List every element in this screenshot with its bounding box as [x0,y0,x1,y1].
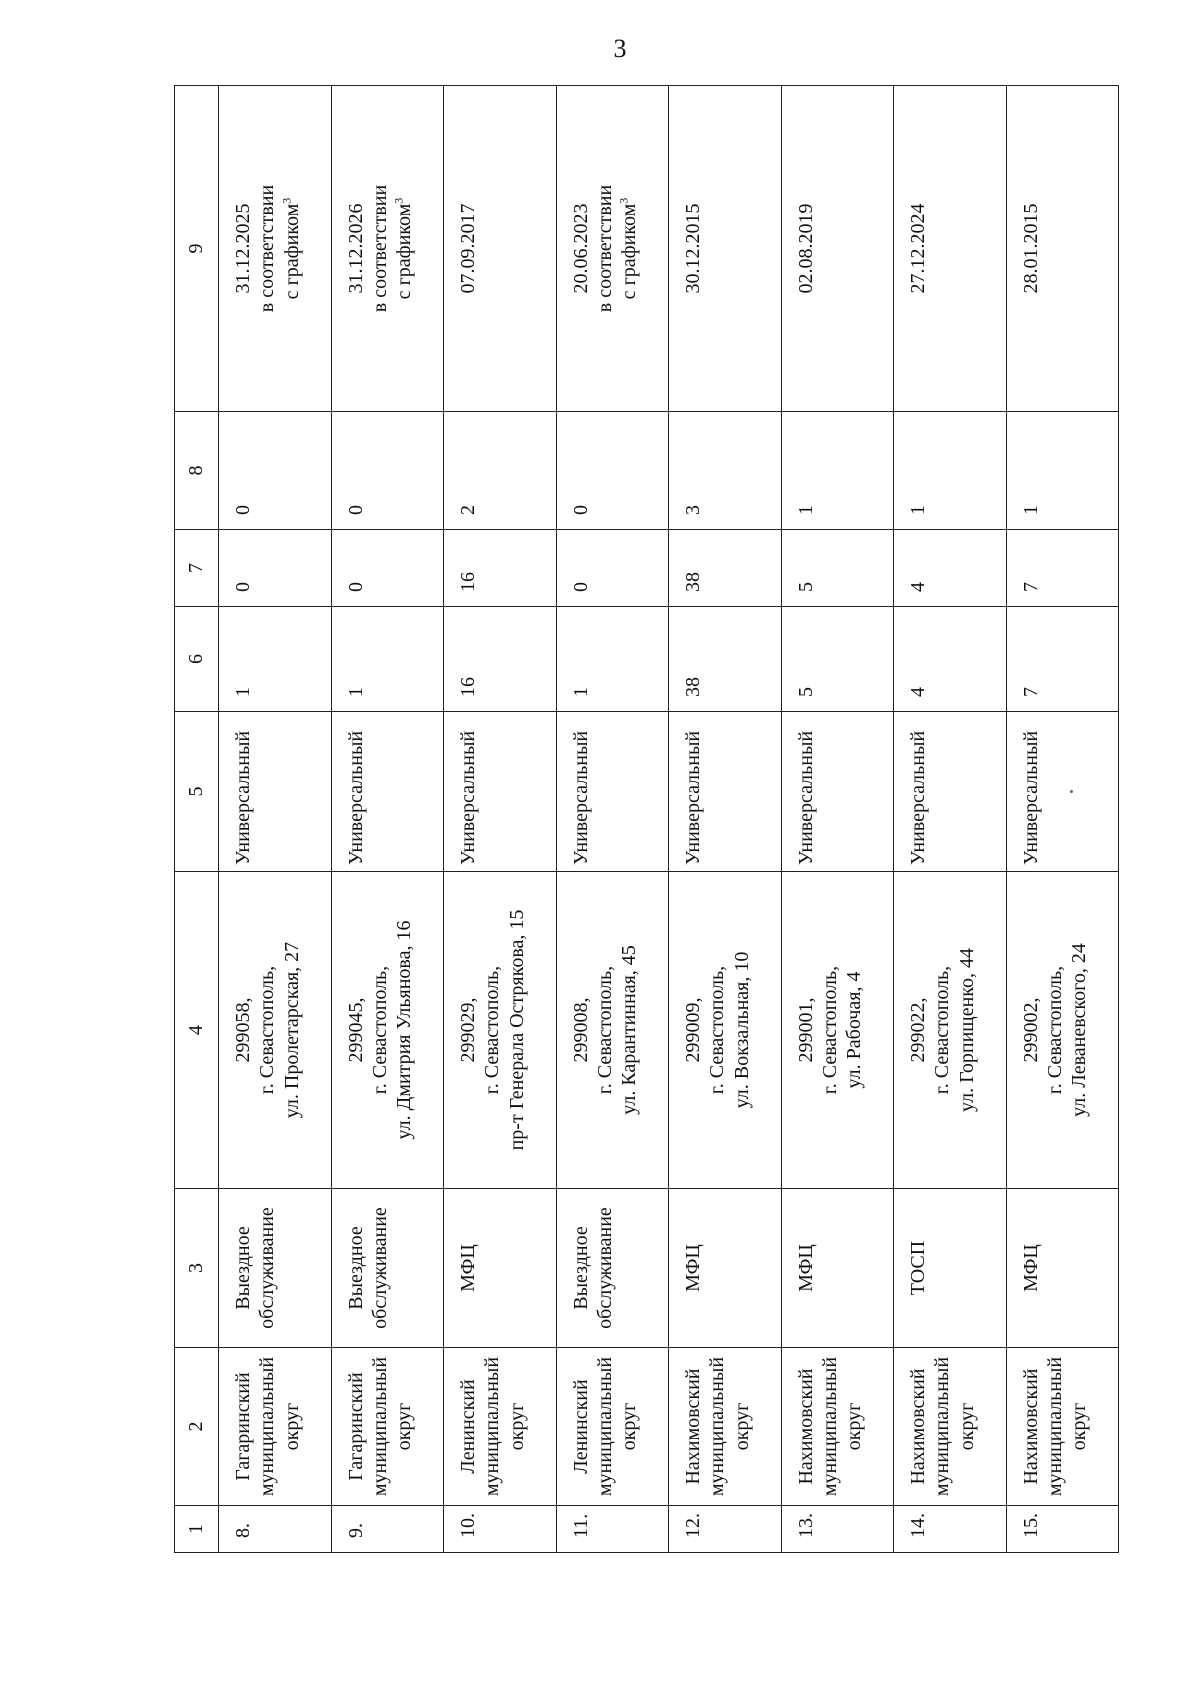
address-line: г. Севастополь, [256,965,279,1095]
deadline-text: 27.12.2024 [907,203,929,294]
column-number: 1 [175,1506,219,1553]
district-line: округ [393,1402,416,1451]
table-row [669,86,782,1553]
column-8-cell: 3 [669,412,782,530]
district-line: округ [843,1402,866,1451]
service-type-cell [1006,1189,1119,1348]
deadline-text: 31.12.2025 [232,203,254,294]
table-body [175,86,1119,1553]
district-line: муниципальный [706,1356,729,1497]
footnote-marker: 3 [279,197,294,204]
format-cell: Универсальный [556,712,669,872]
deadline-line [231,86,255,411]
address-line: г. Севастополь, [931,965,954,1095]
deadline-line [681,86,705,411]
type-line: обслуживание [256,1207,279,1329]
address-line: г. Севастополь, [593,965,616,1095]
row-number-cell: 11. [556,1506,669,1553]
scan-speck [1070,790,1073,793]
district-cell [669,1348,782,1506]
address-line: ул. Дмитрия Ульянова, 16 [393,920,416,1140]
type-line: Выездное [232,1226,254,1310]
deadline-line [344,86,368,411]
district-line: Гагаринский [344,1372,367,1481]
footnote-marker: 3 [391,197,406,204]
deadline-line [255,86,279,411]
table-row [331,86,444,1553]
address-line: г. Севастополь, [368,965,391,1095]
service-type-cell [781,1189,894,1348]
address-cell [781,872,894,1189]
page-number: 3 [613,34,627,63]
service-type-cell [219,1189,332,1348]
deadline-text: 02.08.2019 [794,203,817,294]
address-line: г. Севастополь, [1043,965,1066,1095]
table-row [781,86,894,1553]
district-line: Нахимовский [1019,1368,1042,1485]
deadline-line [1019,86,1043,411]
district-line: Ленинский [457,1379,479,1474]
deadline-cell [219,86,332,412]
address-line: ул. Леваневского, 24 [1068,943,1091,1117]
district-cell [556,1348,669,1506]
column-8-cell: 1 [781,412,894,530]
address-line: 299022, [907,997,929,1063]
row-number-cell: 9. [331,1506,444,1553]
deadline-line [593,86,617,411]
column-number-row [175,86,219,1553]
district-line: округ [1068,1402,1091,1451]
deadline-cell [669,86,782,412]
district-line: муниципальный [593,1356,616,1497]
column-7-cell: 5 [781,530,894,607]
column-7-cell: 4 [894,530,1007,607]
address-line: 299045, [344,997,367,1063]
district-line: округ [280,1402,303,1451]
deadline-line [906,86,930,411]
column-6-cell: 4 [894,607,1007,712]
column-number: 4 [175,872,219,1189]
district-cell [331,1348,444,1506]
address-line: 299002, [1019,997,1042,1063]
format-cell: Универсальный [331,712,444,872]
deadline-cell [331,86,444,412]
table-row [219,86,332,1553]
deadline-line [794,86,818,411]
type-line: Выездное [344,1226,367,1310]
footnote-marker: 3 [616,197,631,204]
district-line: Ленинский [569,1379,592,1474]
address-cell [894,872,1007,1189]
column-8-cell: 0 [219,412,332,530]
table-row [444,86,557,1553]
deadline-text: в соответствии [593,184,616,313]
row-number-cell: 13. [781,1506,894,1553]
deadline-text: с графиком [618,203,641,300]
column-6-cell: 1 [556,607,669,712]
address-cell [331,872,444,1189]
deadline-cell [894,86,1007,412]
row-number-cell: 12. [669,1506,782,1553]
column-6-cell: 16 [444,607,557,712]
column-8-cell: 0 [331,412,444,530]
service-type-cell [556,1189,669,1348]
address-cell [1006,872,1119,1189]
deadline-cell [556,86,669,412]
type-line: Выездное [569,1226,592,1310]
column-6-cell: 5 [781,607,894,712]
column-7-cell: 0 [219,530,332,607]
district-line: муниципальный [818,1356,841,1497]
address-line: ул. Карантинная, 45 [618,945,641,1115]
column-number: 6 [175,607,219,712]
deadline-cell [444,86,557,412]
address-line: 299029, [457,997,479,1063]
column-7-cell: 16 [444,530,557,607]
column-number: 9 [175,86,219,412]
column-7-cell: 38 [669,530,782,607]
deadline-text: 30.12.2015 [682,203,704,294]
address-line: г. Севастополь, [706,965,729,1095]
column-number: 2 [175,1348,219,1506]
district-line: округ [505,1402,528,1451]
type-line: МФЦ [1019,1244,1042,1292]
column-8-cell: 1 [1006,412,1119,530]
deadline-line [569,86,593,411]
type-line: МФЦ [682,1244,704,1292]
service-points-table [174,85,1119,1553]
district-line: Нахимовский [682,1368,704,1485]
deadline-text: в соответствии [368,184,391,313]
address-line: г. Севастополь, [818,965,841,1095]
district-line: муниципальный [256,1356,279,1497]
deadline-cell [1006,86,1119,412]
district-line: муниципальный [931,1356,954,1497]
column-7-cell: 7 [1006,530,1119,607]
column-number: 3 [175,1189,219,1348]
district-line: Нахимовский [907,1368,929,1485]
district-line: Нахимовский [794,1368,817,1485]
district-line: муниципальный [481,1356,504,1497]
type-line: обслуживание [368,1207,391,1329]
type-line: МФЦ [457,1244,479,1292]
column-8-cell: 0 [556,412,669,530]
address-line: 299009, [682,997,704,1063]
deadline-cell [781,86,894,412]
district-cell [894,1348,1007,1506]
column-number: 7 [175,530,219,607]
district-cell [781,1348,894,1506]
format-cell: Универсальный [894,712,1007,872]
address-line: ул. Горпищенко, 44 [955,948,978,1112]
deadline-line [392,86,416,411]
deadline-line [456,86,480,411]
deadline-line [617,86,641,411]
deadline-text: 07.09.2017 [457,203,479,294]
service-type-cell [331,1189,444,1348]
address-line: г. Севастополь, [481,965,504,1095]
format-cell: Универсальный [444,712,557,872]
deadline-line [368,86,392,411]
service-type-cell [669,1189,782,1348]
deadline-text: с графиком [393,203,416,300]
deadline-line [280,86,304,411]
address-line: 299058, [232,997,254,1063]
column-6-cell: 1 [331,607,444,712]
type-line: ТОСП [907,1240,929,1296]
address-cell [556,872,669,1189]
format-cell: Универсальный [781,712,894,872]
column-6-cell: 7 [1006,607,1119,712]
district-cell [219,1348,332,1506]
service-type-cell [444,1189,557,1348]
district-line: Гагаринский [232,1372,254,1481]
address-line: 299008, [569,997,592,1063]
address-line: пр-т Генерала Острякова, 15 [505,909,528,1151]
address-line: 299001, [794,997,817,1063]
address-cell [444,872,557,1189]
column-7-cell: 0 [331,530,444,607]
address-cell [219,872,332,1189]
format-cell: Универсальный [669,712,782,872]
format-cell: Универсальный [219,712,332,872]
column-6-cell: 1 [219,607,332,712]
district-cell [444,1348,557,1506]
deadline-text: 31.12.2026 [344,203,367,294]
district-line: муниципальный [1043,1356,1066,1497]
table-container [174,86,1118,1553]
deadline-text: 28.01.2015 [1019,203,1042,294]
district-cell [1006,1348,1119,1506]
district-line: муниципальный [368,1356,391,1497]
table-row [1006,86,1119,1553]
deadline-text: 20.06.2023 [569,203,592,294]
district-line: округ [618,1402,641,1451]
row-number-cell: 10. [444,1506,557,1553]
table-row [556,86,669,1553]
service-type-cell [894,1189,1007,1348]
row-number-cell: 15. [1006,1506,1119,1553]
column-8-cell: 1 [894,412,1007,530]
address-cell [669,872,782,1189]
district-line: округ [955,1402,978,1451]
deadline-text: в соответствии [256,184,279,313]
column-number: 8 [175,412,219,530]
row-number-cell: 8. [219,1506,332,1553]
row-number-cell: 14. [894,1506,1007,1553]
district-line: округ [730,1402,753,1451]
type-line: МФЦ [794,1244,817,1292]
address-line: ул. Пролетарская, 27 [280,941,303,1119]
address-line: ул. Рабочая, 4 [843,971,866,1089]
column-8-cell: 2 [444,412,557,530]
address-line: ул. Вокзальная, 10 [730,951,753,1109]
format-cell: Универсальный [1006,712,1119,872]
type-line: обслуживание [593,1207,616,1329]
column-6-cell: 38 [669,607,782,712]
deadline-text: с графиком [280,203,303,300]
column-number: 5 [175,712,219,872]
table-row [894,86,1007,1553]
column-7-cell: 0 [556,530,669,607]
